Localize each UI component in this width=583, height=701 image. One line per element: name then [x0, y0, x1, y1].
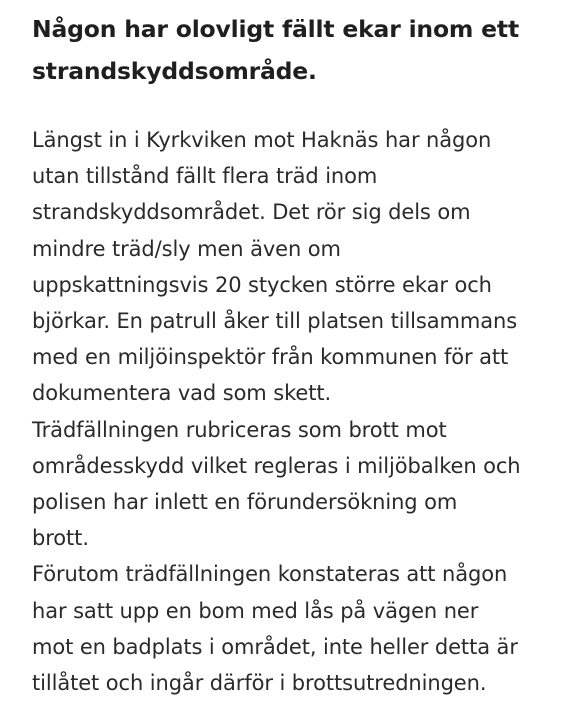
body-line: brott.: [32, 526, 89, 551]
article-body: [32, 122, 583, 701]
body-line: mot en badplats i området, inte heller detta är: [32, 634, 518, 659]
body-line: dokumentera vad som skett.: [32, 381, 332, 406]
body-line: polisen har inlett en förundersökning om: [32, 490, 458, 515]
body-line: uppskattningsvis 20 stycken större ekar och: [32, 272, 492, 297]
body-line: björkar. En patrull åker till platsen tillsammans: [32, 309, 518, 334]
body-line: mindre träd/sly men även om: [32, 236, 341, 261]
article: [32, 8, 583, 701]
body-line: Förutom trädfällningen konstateras att någon: [32, 562, 508, 587]
body-line: utan tillstånd fällt flera träd inom: [32, 164, 378, 189]
headline-line: strandskyddsområde.: [32, 57, 317, 85]
headline-line: Någon har olovligt fällt ekar inom ett: [32, 15, 519, 43]
body-line: Längst in i Kyrkviken mot Haknäs har någon: [32, 128, 492, 152]
body-line: har satt upp en bom med lås på vägen ner: [32, 598, 479, 623]
article-headline: [32, 8, 583, 92]
body-line: områdesskydd vilket regleras i miljöbalken och: [32, 453, 521, 478]
body-line: Trädfällningen rubriceras som brott mot: [32, 417, 447, 442]
body-line: med en miljöinspektör från kommunen för att: [32, 345, 509, 370]
body-line: strandskyddsområdet. Det rör sig dels om: [32, 200, 471, 225]
body-line: tillåtet och ingår därför i brottsutredningen.: [32, 671, 487, 696]
